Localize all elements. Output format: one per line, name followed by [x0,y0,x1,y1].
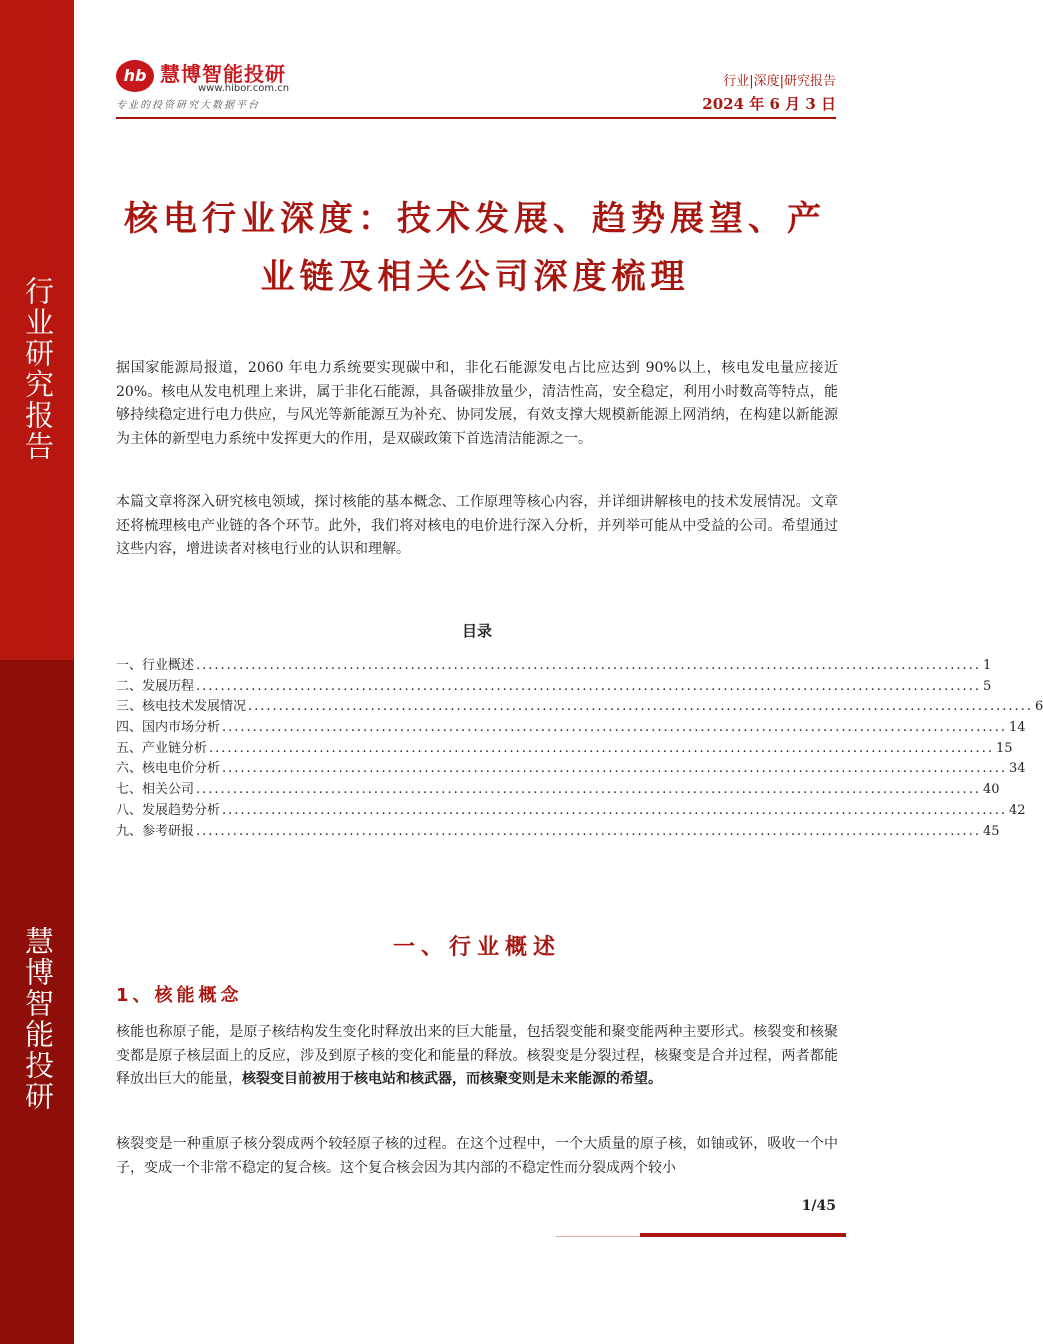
section-heading: 一、行业概述 [392,935,561,960]
toc-item[interactable] [116,675,992,696]
toc-item-page: 42 [1008,802,1026,818]
toc-item-page: 1 [982,658,992,673]
toc-item-label: 九、参考研报 [116,823,195,839]
brand-logo [116,58,316,114]
body-paragraph-fission: 核裂变是一种重原子核分裂成两个较轻原子核的过程。在这个过程中，一个大质量的原子核，如铀或钚，吸收一个中子，变成一个非常不稳定的复合核。这个复合核会因为其内部的不稳定性而分裂成两个较小 [116,1136,838,1176]
logo-slogan: 专业的投资研究大数据平台 [116,100,260,111]
header-divider [116,117,836,119]
toc-item-page: 45 [982,823,1000,839]
body-paragraph-nuclear-concept [116,1021,838,1092]
intro-paragraph-2: 本篇文章将深入研究核电领域，探讨核能的基本概念、工作原理等核心内容，并详细讲解核电的技术发展情况。文章还将梳理核电产业链的各个环节。此外，我们将对核电的电价进行深入分析，并列举可能从中受益的公司。希望通过这些内容，增进读者对核电行业的认识和理解。 [116,494,838,557]
toc-item[interactable] [116,737,1013,758]
toc-item[interactable] [116,799,1026,820]
toc-item[interactable] [116,716,1026,737]
paragraph-text: 核能也称原子能，是原子核结构发生变化时释放出来的巨大能量，包括裂变能和聚变能两种主要形式。核裂变和核聚变都是原子核层面上的反应，涉及到原子核的变化和能量的释放。核裂变是分裂过程，核聚变是合并过程，两者都能释放出巨大的能量， [116,1024,838,1087]
toc-leader-dots: ................................................................................................................................ [222,761,1007,777]
toc-leader-dots: ................................................................................................................................ [196,782,981,798]
page-number: 1/45 [801,1198,836,1214]
toc-leader-dots: ................................................................................................................................ [222,802,1007,818]
toc-item-page: 40 [982,782,1000,798]
toc-leader-dots: ................................................................................................................................ [222,720,1007,736]
footer-divider-thick [640,1233,846,1237]
toc-item[interactable] [116,778,1000,799]
toc-item[interactable] [116,757,1026,778]
toc-leader-dots: ................................................................................................................................ [196,658,981,673]
toc-item-label: 四、国内市场分析 [116,720,221,736]
toc-item[interactable] [116,654,992,675]
toc-item-label: 七、相关公司 [116,782,195,798]
toc-item[interactable] [116,820,1000,841]
logo-badge-icon: hb [116,60,154,92]
toc-item-page: 14 [1008,720,1026,736]
sidebar-label-brand: 慧博智能投研 [21,926,55,1112]
toc-leader-dots: ................................................................................................................................ [196,823,981,839]
toc-item-label: 八、发展趋势分析 [116,802,221,818]
toc-title: 目录 [461,622,492,640]
toc-item-page: 34 [1008,761,1026,777]
toc-item-page: 5 [982,678,992,694]
sidebar-label-report-type: 行业研究报告 [21,276,55,462]
report-type: 行业|深度|研究报告 [723,74,836,89]
toc-item-label: 二、发展历程 [116,678,195,694]
toc-leader-dots: ................................................................................................................................ [248,699,1033,715]
footer-divider-thin [556,1236,640,1237]
toc-item-label: 三、核电技术发展情况 [116,699,247,715]
logo-url: www.hibor.com.cn [198,83,290,94]
report-title: 核电行业深度：技术发展、趋势展望、产业链及相关公司深度梳理 [124,199,826,297]
paragraph-emphasis: 核裂变目前被用于核电站和核武器，而核聚变则是未来能源的希望。 [242,1071,662,1087]
toc-item-page: 15 [995,740,1013,756]
toc-leader-dots: ................................................................................................................................ [209,740,994,756]
toc-item[interactable] [116,695,1043,716]
table-of-contents [116,654,1043,840]
intro-paragraph-1: 据国家能源局报道，2060 年电力系统要实现碳中和，非化石能源发电占比应达到 90%以上，核电发电量应接近 20%。核电从发电机理上来讲，属于非化石能源，具备碳排放量少，清洁性高，安全稳定，利用小时数高等特点，能够持续稳定进行电力供应，与风光等新能源互为补充、协同发展，有效支撑大规模新能源上网消纳，在构建以新能源为主体的新型电力系统中发挥更大的作用，是双碳政策下首选清洁能源之一。 [116,360,838,447]
report-date: 2024 年 6 月 3 日 [702,95,836,113]
toc-item-page: 6 [1034,699,1043,715]
toc-item-label: 五、产业链分析 [116,740,208,756]
toc-item-label: 六、核电电价分析 [116,761,221,777]
toc-leader-dots: ................................................................................................................................ [196,678,981,694]
left-sidebar [0,0,74,1344]
subsection-heading: 1、核能概念 [116,985,243,1006]
logo-name: 慧博智能投研 [160,62,286,86]
toc-item-label: 一、行业概述 [116,658,195,673]
